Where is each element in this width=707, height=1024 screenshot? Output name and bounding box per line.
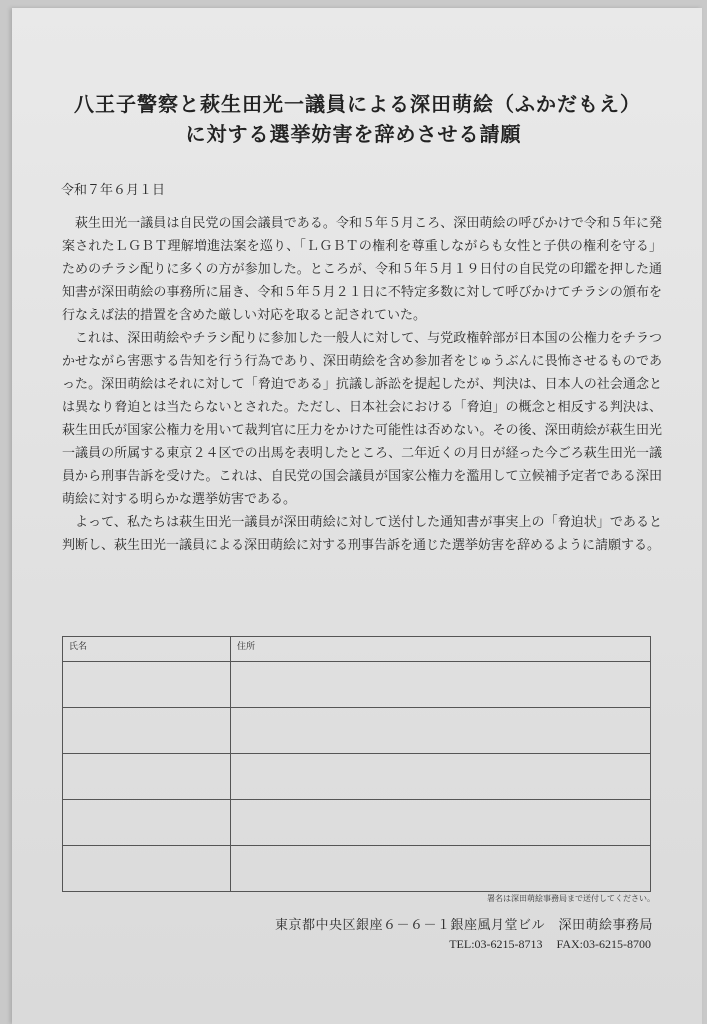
- paragraph-2: これは、深田萌絵やチラシ配りに参加した一般人に対して、与党政権幹部が日本国の公権力をチラつかせながら害悪する告知を行う行為であり、深田萌絵を含め参加者をじゅうぶんに畏怖させるものであった。深田萌絵はそれに対して「脅迫である」抗議し訴訟を提起したが、判決は、日本人の社会通念とは異なり脅迫とは当たらないとされた。ただし、日本社会における「脅迫」の概念と相反する判決は、萩生田氏が国家公権力を用いて裁判官に圧力をかけた可能性は否めない。その後、深田萌絵が萩生田光一議員の所属する東京２４区での出馬を表明したところ、二年近くの月日が経った今ごろ萩生田光一議員から刑事告訴を受けた。これは、自民党の国会議員が国家公権力を濫用して立候補予定者である深田萌絵に対する明らかな選挙妨害である。: [62, 331, 662, 507]
- address-cell[interactable]: [231, 754, 651, 800]
- name-cell[interactable]: [63, 754, 231, 800]
- table-row: [63, 708, 651, 754]
- address-cell[interactable]: [231, 662, 651, 708]
- name-cell[interactable]: [63, 800, 231, 846]
- office-address: 東京都中央区銀座６－６－１銀座風月堂ビル 深田萌絵事務局: [274, 918, 653, 933]
- address-column-header: 住所: [231, 637, 651, 662]
- name-column-header: 氏名: [63, 637, 231, 662]
- signature-table: [62, 636, 651, 892]
- contact-line: [435, 937, 651, 952]
- paragraph-1: 萩生田光一議員は自民党の国会議員である。令和５年５月ころ、深田萌絵の呼びかけで令和５年に発案されたＬＧＢＴ理解増進法案を巡り、「ＬＧＢＴの権利を尊重しながらも女性と子供の権利を守る」ためのチラシ配りに多くの方が参加した。ところが、令和５年５月１９日付の自民党の印鑑を押した通知書が深田萌絵の事務所に届き、令和５年５月２１日に不特定多数に対して呼びかけてチラシの頒布を行なえば法的措置を含めた厳しい対応を取ると記されていた。: [62, 216, 662, 323]
- title-line-2: に対する選挙妨害を辞めさせる請願: [185, 122, 522, 146]
- name-cell[interactable]: [63, 662, 231, 708]
- table-row: [63, 662, 651, 708]
- name-cell[interactable]: [63, 708, 231, 754]
- table-row: [63, 800, 651, 846]
- address-cell[interactable]: [231, 846, 651, 892]
- paragraph-3: よって、私たちは萩生田光一議員が深田萌絵に対して送付した通知書が事実上の「脅迫状」であると判断し、萩生田光一議員による深田萌絵に対する刑事告訴を通じた選挙妨害を辞めるように請願する。: [62, 515, 662, 553]
- table-row: [63, 754, 651, 800]
- address-cell[interactable]: [231, 708, 651, 754]
- fax-number: FAX:03-6215-8700: [556, 937, 651, 951]
- title-line-1: 八王子警察と萩生田光一議員による深田萌絵（ふかだもえ）: [74, 92, 641, 116]
- phone-number: TEL:03-6215-8713: [449, 937, 543, 951]
- petition-body: [62, 212, 662, 557]
- table-header-row: [63, 637, 651, 662]
- address-cell[interactable]: [231, 800, 651, 846]
- name-cell[interactable]: [63, 846, 231, 892]
- table-row: [63, 846, 651, 892]
- date: 令和７年６月１日: [61, 183, 166, 198]
- submission-note: 署名は深田萌絵事務局まで送付してください。: [487, 894, 655, 903]
